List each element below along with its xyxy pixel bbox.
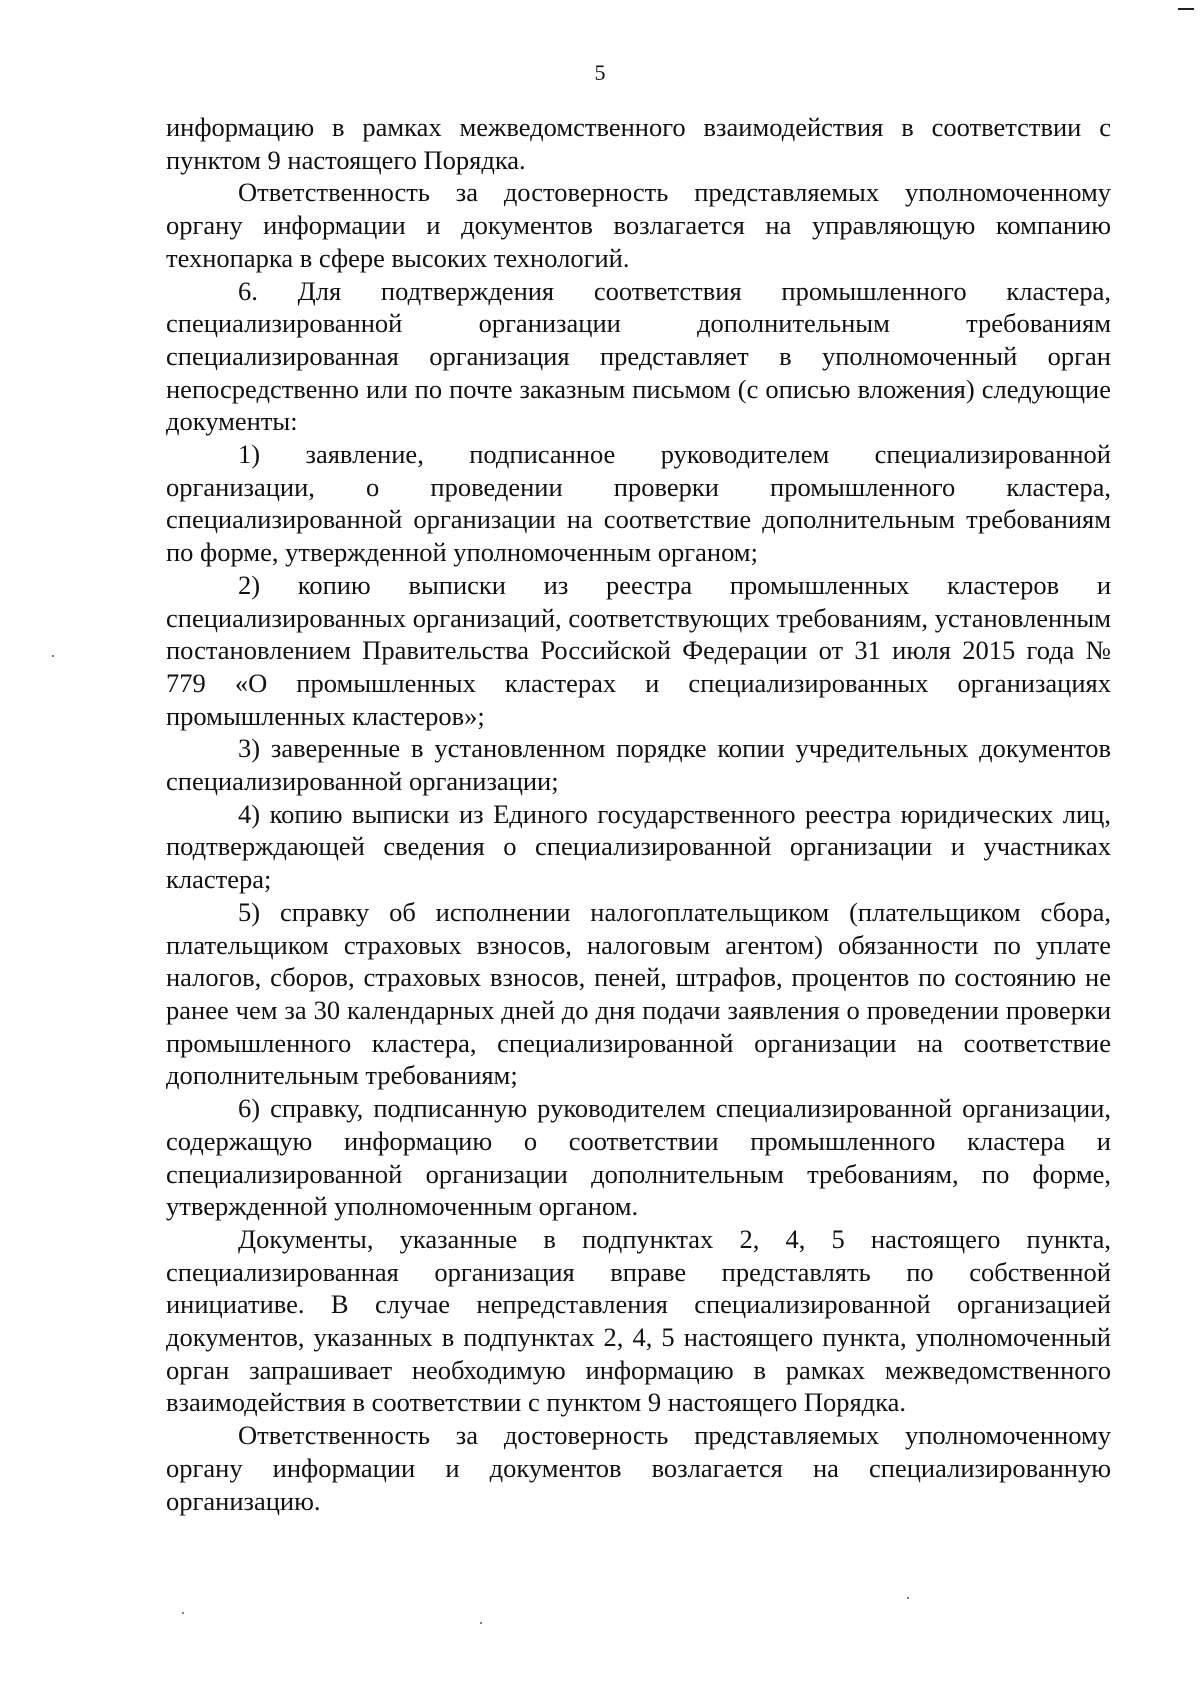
scan-speck bbox=[182, 1612, 184, 1614]
paragraph-continuation: информацию в рамках межведомственного взаимодействия в соответствии с пунктом 9 настоящего Порядка. bbox=[166, 112, 1111, 175]
list-item-2: 2) копию выписки из реестра промышленных кластеров и специализированных организаций, соответствующих требованиям, установленным постановлением Правительства Российской Федерации от 31 июля 2015 года № 779 «О промышленных кластерах и специализированных организациях промышленных кластеров»; bbox=[166, 569, 1111, 731]
scan-speck bbox=[52, 655, 54, 657]
list-item-6: 6) справку, подписанную руководителем специализированной организации, содержащую информацию о соответствии промышленного кластера и специализированной организации дополнительным требованиям, по форме, утвержденной уполномоченным органом. bbox=[166, 1093, 1111, 1222]
paragraph-responsibility-tech-park: Ответственность за достоверность представляемых уполномоченному органу информации и документов возлагается на управляющую компанию технопарка в сфере высоких технологий. bbox=[166, 177, 1111, 273]
paragraph-item-6: 6. Для подтверждения соответствия промышленного кластера, специализированной организации дополнительным требованиям специализированная организация представляет в уполномоченный орган непосредственно или по почте заказным письмом (с описью вложения) следующие документы: bbox=[166, 275, 1111, 437]
list-item-1: 1) заявление, подписанное руководителем специализированной организации, о проведении проверки промышленного кластера, специализированной организации на соответствие дополнительным требованиям по форме, утвержденной уполномоченным органом; bbox=[166, 439, 1111, 568]
scan-speck bbox=[907, 1597, 909, 1599]
page-number: 5 bbox=[594, 60, 606, 85]
paragraph-responsibility-specialized-org: Ответственность за достоверность представляемых уполномоченному органу информации и документов возлагается на специализированную организацию. bbox=[166, 1420, 1111, 1516]
paragraph-documents-note: Документы, указанные в подпунктах 2, 4, 5 настоящего пункта, специализированная организация вправе представлять по собственной инициативе. В случае непредставления специализированной организацией документов, указанных в подпунктах 2, 4, 5 настоящего пункта, уполномоченный орган запрашивает необходимую информацию в рамках межведомственного взаимодействия в соответствии с пунктом 9 настоящего Порядка. bbox=[166, 1223, 1111, 1418]
scan-edge-mark bbox=[1178, 8, 1194, 10]
list-item-5: 5) справку об исполнении налогоплательщиком (плательщиком сбора, плательщиком страховых взносов, налоговым агентом) обязанности по уплате налогов, сборов, страховых взносов, пеней, штрафов, процентов по состоянию не ранее чем за 30 календарных дней до дня подачи заявления о проведении проверки промышленного кластера, специализированной организации на соответствие дополнительным требованиям; bbox=[166, 896, 1111, 1091]
scan-speck bbox=[480, 1622, 482, 1624]
list-item-4: 4) копию выписки из Единого государственного реестра юридических лиц, подтверждающей сведения о специализированной организации и участниках кластера; bbox=[166, 798, 1111, 895]
document-body bbox=[166, 111, 1111, 1517]
list-item-3: 3) заверенные в установленном порядке копии учредительных документов специализированной организации; bbox=[166, 733, 1111, 797]
